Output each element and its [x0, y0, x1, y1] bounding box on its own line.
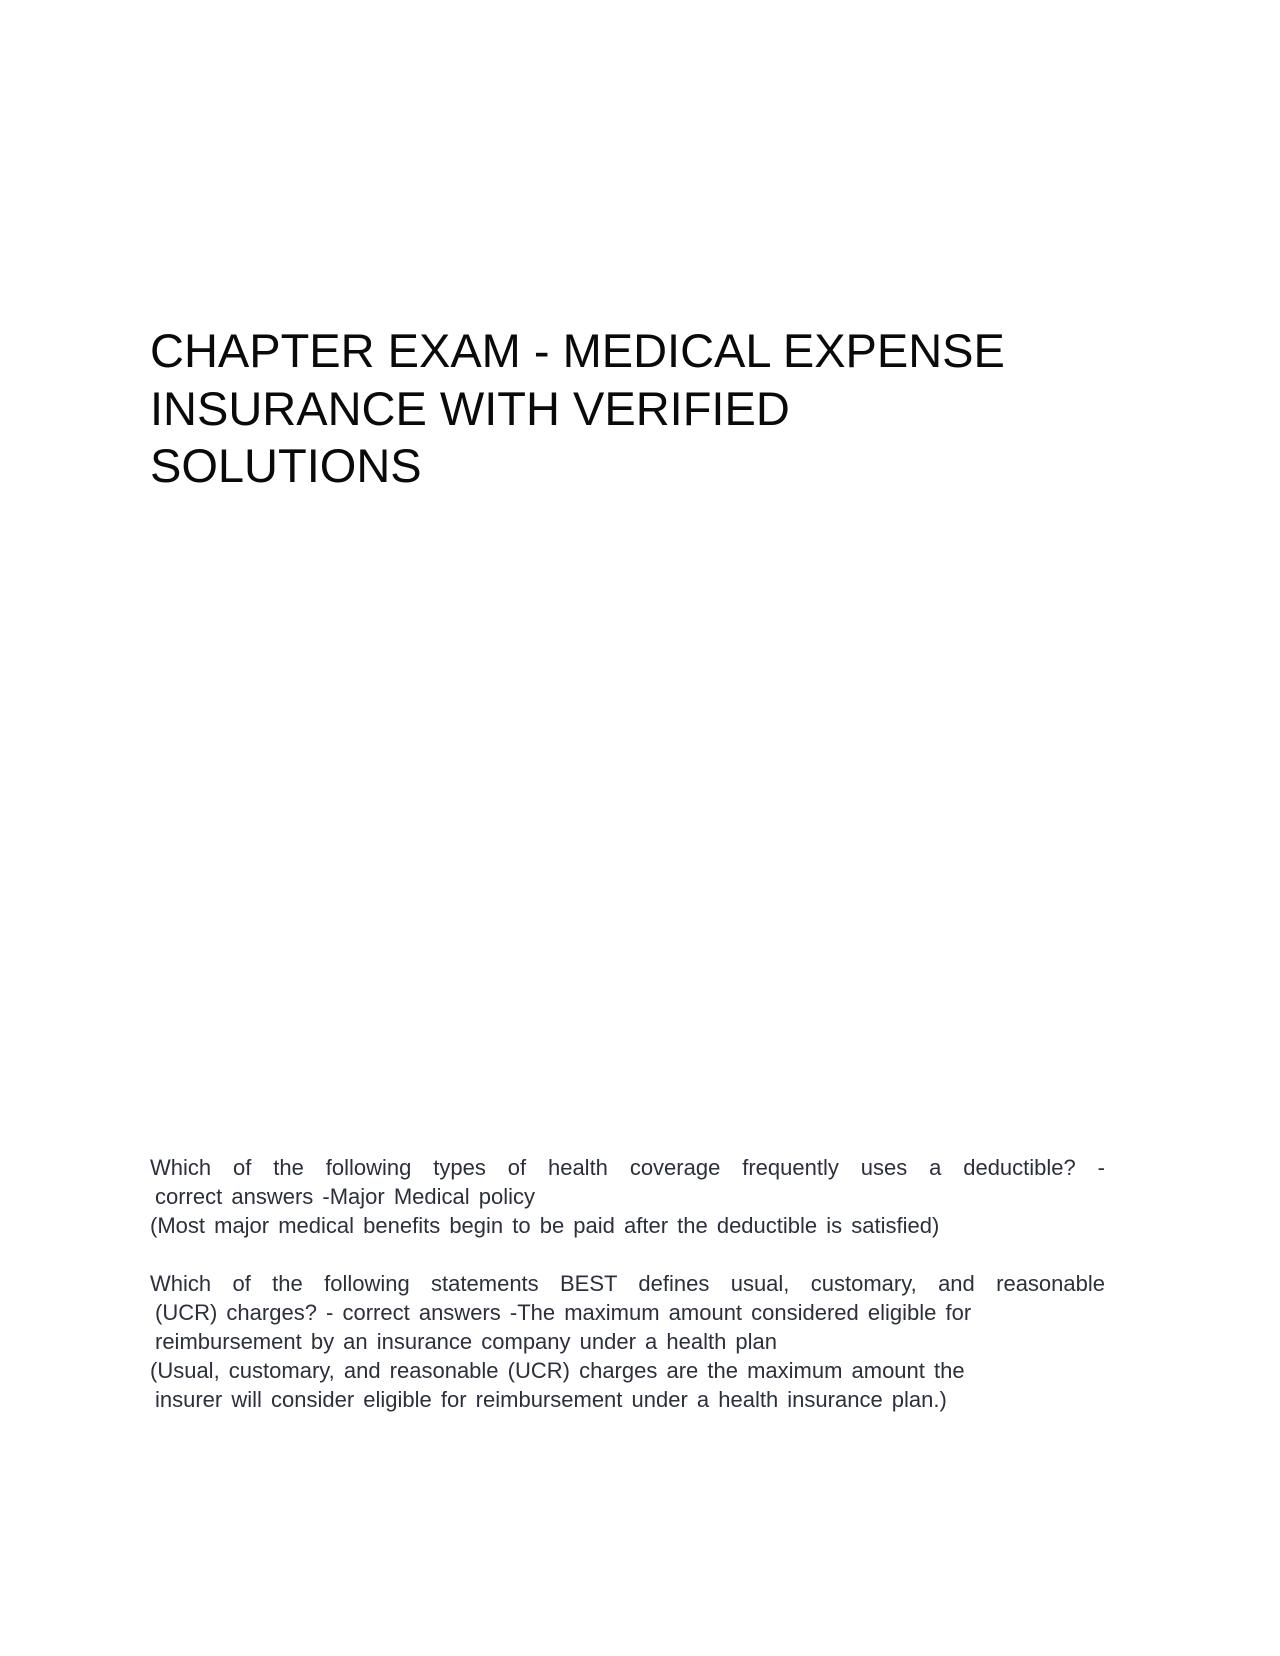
question-line: Which of the following statements BEST defines usual, customary, and reasonable [150, 1271, 1105, 1296]
title-line-3: SOLUTIONS [150, 439, 422, 492]
document-title [150, 322, 1110, 495]
explanation-line: (Most major medical benefits begin to be paid after the deductible is satisfied) [150, 1213, 940, 1238]
title-line-1: CHAPTER EXAM - MEDICAL EXPENSE [150, 324, 1005, 377]
question-line: Which of the following types of health coverage frequently uses a deductible? - [150, 1155, 1105, 1180]
qa-item-deductible [150, 1153, 1105, 1240]
explanation-line: insurer will consider eligible for reimbursement under a health insurance plan.) [155, 1387, 947, 1412]
answer-line: correct answers -Major Medical policy [155, 1184, 535, 1209]
explanation-line: (Usual, customary, and reasonable (UCR) charges are the maximum amount the [150, 1358, 965, 1383]
qa-item-ucr-charges [150, 1269, 1105, 1414]
question-answer-line: (UCR) charges? - correct answers -The maximum amount considered eligible for [155, 1300, 972, 1325]
answer-line: reimbursement by an insurance company under a health plan [155, 1329, 778, 1354]
title-line-2: INSURANCE WITH VERIFIED [150, 381, 790, 435]
